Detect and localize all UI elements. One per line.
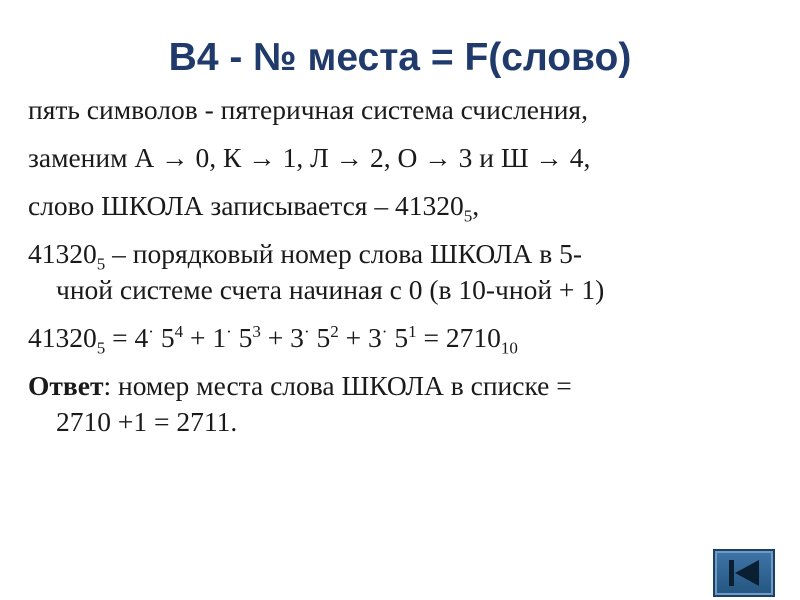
formula-line [28,320,778,356]
formula-exp-4: 1 [408,321,417,341]
text-paragraph-4 [28,236,778,308]
formula-base: 5 [96,338,106,358]
formula-part-3: + 3 [260,322,304,353]
text-line-1: пять символов - пятеричная система счисления, [28,94,588,125]
formula-base-4: 5 [387,322,409,353]
skip-to-start-icon [715,551,773,595]
formula-result-base: 10 [500,338,518,358]
formula-exp-1: 4 [174,321,184,341]
text-line-2: заменим А → 0, К → 1, Л → 2, О → 3 и Ш → 4, [28,142,591,173]
skip-to-start-button[interactable] [713,549,775,597]
formula-dot-4: · [381,321,388,341]
formula-dot-3: · [303,321,310,341]
line4-base: 5 [96,254,106,274]
answer-paragraph [28,368,778,440]
answer-text: : номер места слова ШКОЛА в списке = [103,370,572,401]
formula-base-1: 5 [153,322,175,353]
line3-tail: , [472,190,480,221]
formula-part-2: + 1 [183,322,227,353]
line3-base: 5 [463,206,473,226]
text-line-4 [28,236,778,272]
line4-number: 41320 [28,238,97,269]
formula-part-1: = 4 [105,322,149,353]
formula-exp-2: 3 [252,321,261,341]
formula-base-2: 5 [231,322,253,353]
line4-text: – порядковый номер слова ШКОЛА в 5- [105,238,582,269]
answer-label: Ответ [28,370,104,401]
formula-exp-3: 2 [330,321,339,341]
line3-text: слово ШКОЛА записывается – 41320 [28,190,464,221]
text-line-5: чной системе счета начиная с 0 (в 10-чной + 1) [56,274,605,305]
formula-base-3: 5 [309,322,331,353]
formula-part-4: + 3 [338,322,382,353]
formula-dot-2: · [226,321,232,341]
answer-line-2: 2710 +1 = 2711. [56,406,238,437]
answer-line-1 [28,368,778,404]
slide-title: B4 - № места = F(слово) [168,36,632,79]
formula-result: = 2710 [416,322,501,353]
formula-dot-1: · [148,321,154,341]
text-line-3 [28,188,778,224]
slide-body [28,92,778,440]
formula-number: 41320 [28,322,97,353]
